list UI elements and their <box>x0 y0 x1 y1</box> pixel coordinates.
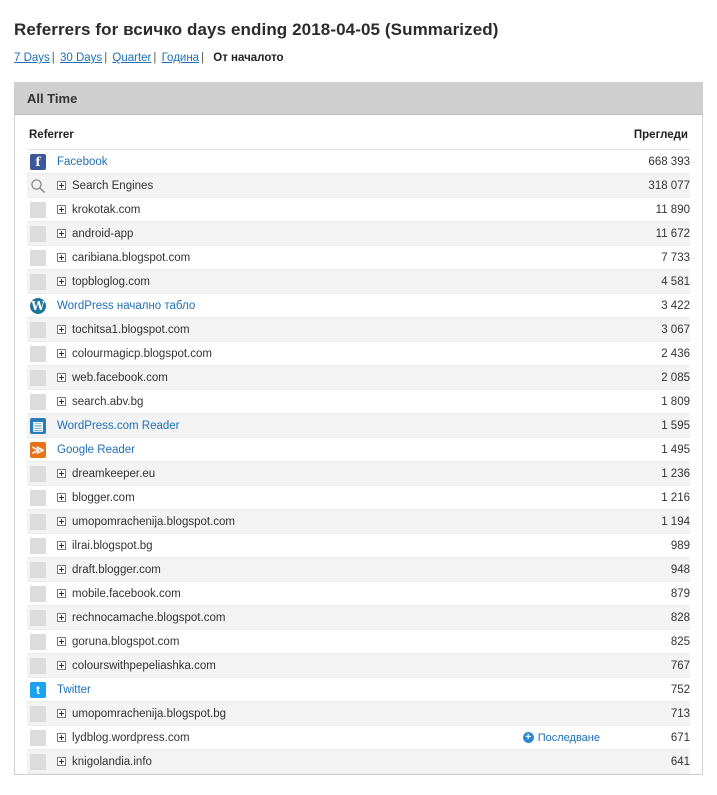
referrer-label[interactable]: Twitter <box>57 683 91 696</box>
referrer-label: colourswithpepeliashka.com <box>72 659 216 672</box>
blank-icon <box>30 538 46 554</box>
views-cell: 1 595 <box>600 414 690 438</box>
referrer-label[interactable]: Google Reader <box>57 443 135 456</box>
blank-icon <box>30 226 46 242</box>
blank-icon <box>30 586 46 602</box>
table-row <box>27 654 690 678</box>
views-cell: 825 <box>600 630 690 654</box>
blank-icon <box>30 346 46 362</box>
table-row <box>27 318 690 342</box>
referrer-label: Search Engines <box>72 179 154 192</box>
expand-icon[interactable] <box>57 277 66 286</box>
blank-icon <box>30 466 46 482</box>
blank-icon <box>27 465 49 483</box>
views-cell: 1 194 <box>600 510 690 534</box>
blank-icon <box>30 514 46 530</box>
table-row <box>27 486 690 510</box>
all-time-panel <box>14 82 703 775</box>
blank-icon <box>30 370 46 386</box>
referrer-cell <box>27 630 600 654</box>
expand-icon[interactable] <box>57 229 66 238</box>
referrer-cell <box>27 606 600 630</box>
table-row <box>27 510 690 534</box>
referrer-cell <box>27 366 600 390</box>
blank-icon <box>27 609 49 627</box>
range-separator: | <box>153 52 157 64</box>
views-cell: 948 <box>600 558 690 582</box>
expand-icon[interactable] <box>57 205 66 214</box>
referrers-table <box>27 125 690 774</box>
range-separator: | <box>51 52 55 64</box>
blank-icon <box>27 489 49 507</box>
views-cell: 3 067 <box>600 318 690 342</box>
views-cell: 641 <box>600 750 690 774</box>
referrer-label: blogger.com <box>72 491 135 504</box>
blank-icon <box>30 634 46 650</box>
expand-icon[interactable] <box>57 589 66 598</box>
table-row <box>27 702 690 726</box>
table-body <box>27 150 690 774</box>
views-cell: 671 <box>600 726 690 750</box>
table-row <box>27 462 690 486</box>
referrer-cell <box>27 534 600 558</box>
views-cell: 752 <box>600 678 690 702</box>
twitter-icon <box>27 681 49 699</box>
views-cell: 7 733 <box>600 246 690 270</box>
range-link-30-days[interactable]: 30 Days <box>60 52 103 64</box>
blank-icon <box>27 393 49 411</box>
blank-icon <box>30 394 46 410</box>
views-cell: 2 436 <box>600 342 690 366</box>
referrer-cell <box>27 414 600 438</box>
referrer-label: lydblog.wordpress.com <box>72 731 190 744</box>
table-row <box>27 294 690 318</box>
referrer-label: draft.blogger.com <box>72 563 161 576</box>
referrer-label: knigolandia.info <box>72 755 152 768</box>
expand-icon[interactable] <box>57 709 66 718</box>
referrer-label: colourmagicp.blogspot.com <box>72 347 212 360</box>
referrer-cell <box>27 342 600 366</box>
table-row <box>27 558 690 582</box>
column-header-referrer: Referrer <box>27 125 600 150</box>
blank-icon <box>27 585 49 603</box>
views-cell: 4 581 <box>600 270 690 294</box>
follow-label: Последване <box>537 731 600 744</box>
blank-icon <box>27 729 49 747</box>
views-cell: 713 <box>600 702 690 726</box>
referrer-cell <box>27 678 600 702</box>
rss-icon-glyph: ≫ <box>31 442 45 457</box>
referrer-cell <box>27 462 600 486</box>
referrer-cell <box>27 246 600 270</box>
page-title: Referrers for всичко days ending 2018-04-05 (Summarized) <box>14 20 499 39</box>
blank-icon <box>27 657 49 675</box>
blank-icon <box>30 250 46 266</box>
views-cell: 1 495 <box>600 438 690 462</box>
reader-icon-glyph: ▤ <box>30 418 46 434</box>
table-row <box>27 726 690 750</box>
referrer-cell <box>27 510 600 534</box>
table-row <box>27 366 690 390</box>
wordpress-icon <box>27 297 49 315</box>
table-row <box>27 246 690 270</box>
views-cell: 3 422 <box>600 294 690 318</box>
blank-icon <box>27 201 49 219</box>
views-cell: 828 <box>600 606 690 630</box>
table-row <box>27 198 690 222</box>
panel-title: All Time <box>15 83 702 115</box>
referrer-cell <box>27 222 600 246</box>
table-row <box>27 414 690 438</box>
referrer-label: topbloglog.com <box>72 275 150 288</box>
range-link-all-time[interactable]: От началото <box>213 52 284 64</box>
expand-icon[interactable] <box>57 493 66 502</box>
blank-icon <box>27 273 49 291</box>
expand-icon[interactable] <box>57 181 66 190</box>
blank-icon <box>30 202 46 218</box>
blank-icon <box>30 322 46 338</box>
blank-icon <box>27 705 49 723</box>
date-range-links <box>0 40 717 74</box>
blank-icon <box>27 561 49 579</box>
follow-plus-icon <box>523 732 534 743</box>
referrer-label: krokotak.com <box>72 203 141 216</box>
referrer-cell <box>27 318 600 342</box>
views-cell: 318 077 <box>600 174 690 198</box>
views-cell: 11 890 <box>600 198 690 222</box>
table-row <box>27 390 690 414</box>
referrer-cell <box>27 438 600 462</box>
blank-icon <box>27 369 49 387</box>
range-separator: | <box>104 52 108 64</box>
expand-icon[interactable] <box>57 757 66 766</box>
range-separator: | <box>201 52 205 64</box>
referrer-cell <box>27 486 600 510</box>
expand-icon[interactable] <box>57 469 66 478</box>
follow-button[interactable] <box>523 732 600 744</box>
blank-icon <box>30 730 46 746</box>
referrer-label: web.facebook.com <box>72 371 168 384</box>
column-header-views: Прегледи <box>600 125 690 150</box>
blank-icon <box>27 513 49 531</box>
referrer-cell <box>27 150 600 174</box>
expand-icon[interactable] <box>57 541 66 550</box>
table-row <box>27 222 690 246</box>
table-header-row <box>27 125 690 150</box>
search-icon <box>27 177 49 195</box>
referrer-cell <box>27 702 600 726</box>
expand-icon[interactable] <box>57 397 66 406</box>
views-cell: 879 <box>600 582 690 606</box>
expand-icon[interactable] <box>57 613 66 622</box>
views-cell: 668 393 <box>600 150 690 174</box>
table-row <box>27 678 690 702</box>
rss-icon <box>27 441 49 459</box>
expand-icon[interactable] <box>57 325 66 334</box>
table-row <box>27 270 690 294</box>
expand-icon[interactable] <box>57 349 66 358</box>
views-cell: 1 236 <box>600 462 690 486</box>
expand-icon[interactable] <box>57 253 66 262</box>
expand-icon[interactable] <box>57 661 66 670</box>
blank-icon <box>27 225 49 243</box>
views-cell: 1 216 <box>600 486 690 510</box>
expand-icon[interactable] <box>57 373 66 382</box>
table-row <box>27 606 690 630</box>
referrer-cell <box>27 750 600 774</box>
referrer-cell <box>27 726 600 750</box>
expand-icon[interactable] <box>57 637 66 646</box>
referrer-label[interactable]: WordPress начално табло <box>57 299 196 312</box>
referrer-label: rechnocamache.blogspot.com <box>72 611 226 624</box>
panel-body <box>15 115 702 774</box>
range-link-year[interactable]: Година <box>161 52 200 64</box>
referrer-label: dreamkeeper.eu <box>72 467 156 480</box>
table-row <box>27 438 690 462</box>
table-row <box>27 750 690 774</box>
table-row <box>27 174 690 198</box>
blank-icon <box>27 321 49 339</box>
referrer-label: caribiana.blogspot.com <box>72 251 191 264</box>
referrer-label: umopomrachenija.blogspot.bg <box>72 707 227 720</box>
blank-icon <box>30 610 46 626</box>
facebook-icon-glyph: f <box>30 154 46 170</box>
referrer-label: umopomrachenija.blogspot.com <box>72 515 236 528</box>
blank-icon <box>27 753 49 771</box>
views-cell: 1 809 <box>600 390 690 414</box>
blank-icon <box>30 754 46 770</box>
views-cell: 2 085 <box>600 366 690 390</box>
referrer-label: android-app <box>72 227 134 240</box>
blank-icon <box>27 537 49 555</box>
blank-icon <box>27 633 49 651</box>
views-cell: 989 <box>600 534 690 558</box>
referrer-label: goruna.blogspot.com <box>72 635 180 648</box>
referrer-label: ilrai.blogspot.bg <box>72 539 153 552</box>
referrer-cell <box>27 654 600 678</box>
table-row <box>27 534 690 558</box>
reader-icon <box>27 417 49 435</box>
blank-icon <box>27 249 49 267</box>
expand-icon[interactable] <box>57 733 66 742</box>
referrer-cell <box>27 174 600 198</box>
table-row <box>27 150 690 174</box>
blank-icon <box>30 490 46 506</box>
referrer-label: tochitsa1.blogspot.com <box>72 323 190 336</box>
blank-icon <box>30 706 46 722</box>
range-link-7-days[interactable]: 7 Days <box>14 52 50 64</box>
referrer-cell <box>27 198 600 222</box>
referrer-label[interactable]: WordPress.com Reader <box>57 419 180 432</box>
wordpress-icon-glyph: W <box>31 298 45 313</box>
referrer-label: mobile.facebook.com <box>72 587 181 600</box>
range-link-quarter[interactable]: Quarter <box>112 52 152 64</box>
views-cell: 767 <box>600 654 690 678</box>
expand-icon[interactable] <box>57 517 66 526</box>
table-row <box>27 582 690 606</box>
expand-icon[interactable] <box>57 565 66 574</box>
referrer-cell <box>27 558 600 582</box>
blank-icon <box>27 345 49 363</box>
table-row <box>27 342 690 366</box>
referrer-cell <box>27 270 600 294</box>
referrer-label: search.abv.bg <box>72 395 144 408</box>
referrer-cell <box>27 582 600 606</box>
referrer-cell <box>27 294 600 318</box>
views-cell: 11 672 <box>600 222 690 246</box>
blank-icon <box>30 562 46 578</box>
facebook-icon <box>27 153 49 171</box>
referrer-label[interactable]: Facebook <box>57 155 108 168</box>
twitter-icon-glyph: t <box>30 682 46 698</box>
table-row <box>27 630 690 654</box>
blank-icon <box>30 274 46 290</box>
referrer-cell <box>27 390 600 414</box>
blank-icon <box>30 658 46 674</box>
